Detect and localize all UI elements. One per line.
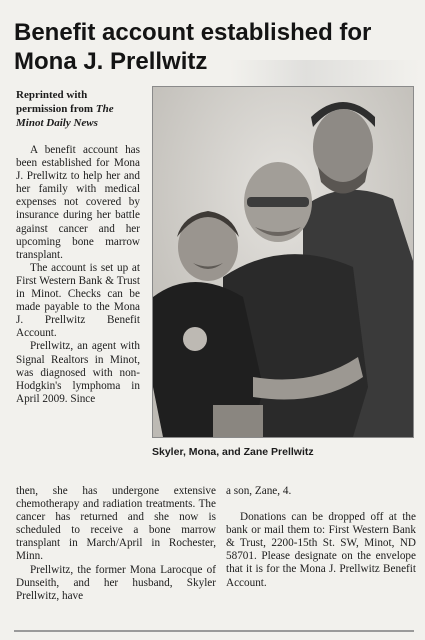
photo-caption: Skyler, Mona, and Zane Prellwitz [152, 446, 314, 458]
credit-prefix: Reprinted with permission from [16, 89, 94, 115]
divider [14, 630, 414, 632]
paragraph: Donations can be dropped off at the bank or mail them to: First Western Bank & Trust, 2200-15th St. SW, Minot, ND 58701. Please designate on the envelope that it is for the Mona J. Prellwitz Benefit Account. [226, 511, 416, 589]
publication-name: The Minot Daily News [16, 103, 114, 129]
column-3 [226, 485, 416, 590]
column-2 [16, 485, 216, 603]
paragraph: A benefit account has been established for Mona J. Prellwitz to help her and her family with medical expenses not covered by insurance during her battle against cancer and her upcoming bone marrow transplant. [16, 144, 140, 261]
family-photo [152, 86, 414, 438]
column-1 [16, 144, 140, 406]
headline: Benefit account established for Mona J. Prellwitz [14, 19, 372, 75]
family-photo-image [153, 87, 413, 437]
paragraph: then, she has undergone extensive chemotherapy and radiation treatments. The cancer has returned and she now is scheduled to receive a bone marrow transplant in March/April in Rochester, Minn. [16, 485, 216, 563]
paragraph: a son, Zane, 4. [226, 485, 292, 497]
paragraph: Prellwitz, the former Mona Larocque of Dunseith, and her husband, Skyler Prellwitz, have [16, 563, 216, 602]
paragraph: The account is set up at First Western Bank & Trust in Minot. Checks can be made payable to the Mona J. Prellwitz Benefit Account. [16, 261, 140, 340]
reprint-credit [16, 88, 136, 130]
paragraph: Prellwitz, an agent with Signal Realtors in Minot, was diagnosed with non-Hodgkin's lymphoma in April 2009. Since [16, 340, 140, 405]
